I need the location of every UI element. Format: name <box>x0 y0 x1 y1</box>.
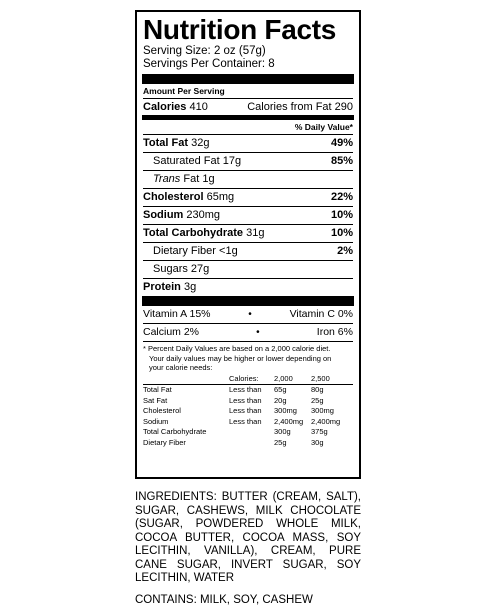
amount-per-serving: Amount Per Serving <box>143 86 225 96</box>
nutrient-dv: 85% <box>330 155 353 167</box>
nutrient-name: Saturated Fat <box>153 155 220 167</box>
bullet-separator: • <box>256 327 260 338</box>
table-cell: 2,000 <box>274 374 311 385</box>
table-cell: Calories: <box>229 374 274 385</box>
table-cell: 2,400mg <box>274 416 304 426</box>
nutrient-row-trans-fat <box>143 170 353 188</box>
nutrient-row-total-carbohydrate <box>143 224 353 242</box>
footnote <box>143 342 353 373</box>
calories-row <box>143 99 353 115</box>
thick-divider <box>142 296 354 306</box>
table-cell: 30g <box>311 437 324 447</box>
table-cell: 2,400mg <box>311 416 341 426</box>
calories-label: Calories <box>143 101 187 113</box>
table-row <box>143 396 353 407</box>
table-cell: 2,500 <box>311 374 353 385</box>
table-cell: 300mg <box>274 406 297 415</box>
table-cell: Total Fat <box>143 385 172 394</box>
vitamin-row <box>143 324 353 341</box>
thick-divider <box>142 74 354 84</box>
bullet-separator: • <box>248 309 252 320</box>
nutrient-dv: 49% <box>330 137 353 149</box>
vitamin-right: Iron 6% <box>316 326 353 338</box>
footnote-line: your calorie needs: <box>149 363 213 372</box>
nutrient-dv: 2% <box>337 245 353 257</box>
table-cell: Less than <box>229 395 262 405</box>
vitamin-right: Vitamin C 0% <box>289 308 353 320</box>
nutrient-row-cholesterol <box>143 188 353 206</box>
table-cell <box>143 374 229 385</box>
nutrient-row-sugars <box>143 260 353 278</box>
nutrient-row-sodium <box>143 206 353 224</box>
table-cell: Sodium <box>143 416 169 426</box>
nutrient-amount: 32g <box>191 137 210 149</box>
daily-value-table <box>143 374 353 449</box>
nutrient-row-total-fat <box>143 134 353 152</box>
table-cell: 25g <box>274 437 287 447</box>
nutrient-name: Total Carbohydrate <box>143 227 244 239</box>
table-cell: Sat Fat <box>143 395 168 405</box>
table-cell <box>229 438 274 449</box>
vitamin-left: Calcium 2% <box>143 326 200 338</box>
nutrient-dv: 10% <box>330 227 353 239</box>
allergen-statement: CONTAINS: MILK, SOY, CASHEW <box>135 594 313 606</box>
table-cell: Cholesterol <box>143 406 181 415</box>
table-row <box>143 406 353 417</box>
nutrient-name: Dietary Fiber <box>153 245 216 257</box>
footnote-line: Your daily values may be higher or lower depending on <box>149 353 332 363</box>
table-cell <box>229 427 274 438</box>
table-cell: 20g <box>274 395 287 405</box>
calories-from-fat: Calories from Fat 290 <box>247 101 353 113</box>
label-title: Nutrition Facts <box>143 14 337 45</box>
nutrient-amount: Fat 1g <box>183 173 215 185</box>
nutrient-name: Cholesterol <box>143 191 204 203</box>
nutrient-amount: 17g <box>222 155 242 167</box>
nutrient-dv: 22% <box>330 191 353 203</box>
nutrient-amount: 230mg <box>186 209 221 221</box>
nutrient-name: Protein <box>143 281 181 293</box>
table-cell: Total Carbohydrate <box>143 427 207 436</box>
nutrient-name: Trans <box>153 173 181 185</box>
table-cell: 25g <box>311 395 324 405</box>
table-cell: Less than <box>229 406 262 415</box>
table-cell: 65g <box>274 385 287 394</box>
nutrition-facts-label <box>135 10 361 479</box>
nutrient-amount: 27g <box>190 263 210 275</box>
nutrient-dv: 10% <box>330 209 353 221</box>
nutrient-amount: 65mg <box>206 191 235 203</box>
nutrient-row-protein <box>143 278 353 296</box>
table-cell: 375g <box>311 427 328 436</box>
table-row <box>143 438 353 449</box>
table-row <box>143 385 353 396</box>
ingredients-text: INGREDIENTS: BUTTER (CREAM, SALT), SUGAR, CASHEWS, MILK CHOCOLATE (SUGAR, POWDERED WHOLE MILK, COCOA BUTTER, COCOA MASS, SOY LECITHIN, VANILLA), CREAM, PURE CANE SUGAR, INVERT SUGAR, SOY LECITHIN, WATER <box>135 491 361 584</box>
table-cell: 80g <box>311 385 324 394</box>
nutrient-name: Total Fat <box>143 137 189 149</box>
calories <box>143 99 208 115</box>
table-cell: Less than <box>229 416 262 426</box>
nutrient-row-saturated-fat <box>143 152 353 170</box>
table-row <box>143 417 353 428</box>
nutrient-amount: 31g <box>246 227 265 239</box>
servings-per-container: Servings Per Container: 8 <box>143 58 275 70</box>
vitamin-row <box>143 306 353 323</box>
nutrient-amount: <1g <box>219 245 238 257</box>
nutrient-row-dietary-fiber <box>143 242 353 260</box>
table-header-row <box>143 374 353 385</box>
table-cell: Dietary Fiber <box>143 437 186 447</box>
table-cell: 300mg <box>311 406 334 415</box>
table-cell: 300g <box>274 427 291 436</box>
footnote-line: * Percent Daily Values are based on a 2,000 calorie diet. <box>143 344 331 353</box>
daily-value-header: % Daily Value* <box>294 122 353 132</box>
table-row <box>143 427 353 438</box>
serving-size: Serving Size: 2 oz (57g) <box>143 45 266 57</box>
table-cell: Less than <box>229 385 262 394</box>
calories-value: 410 <box>189 101 208 113</box>
nutrient-name: Sodium <box>143 209 184 221</box>
nutrient-amount: 3g <box>183 281 197 293</box>
nutrient-name: Sugars <box>153 263 188 275</box>
vitamin-left: Vitamin A 15% <box>143 308 211 320</box>
